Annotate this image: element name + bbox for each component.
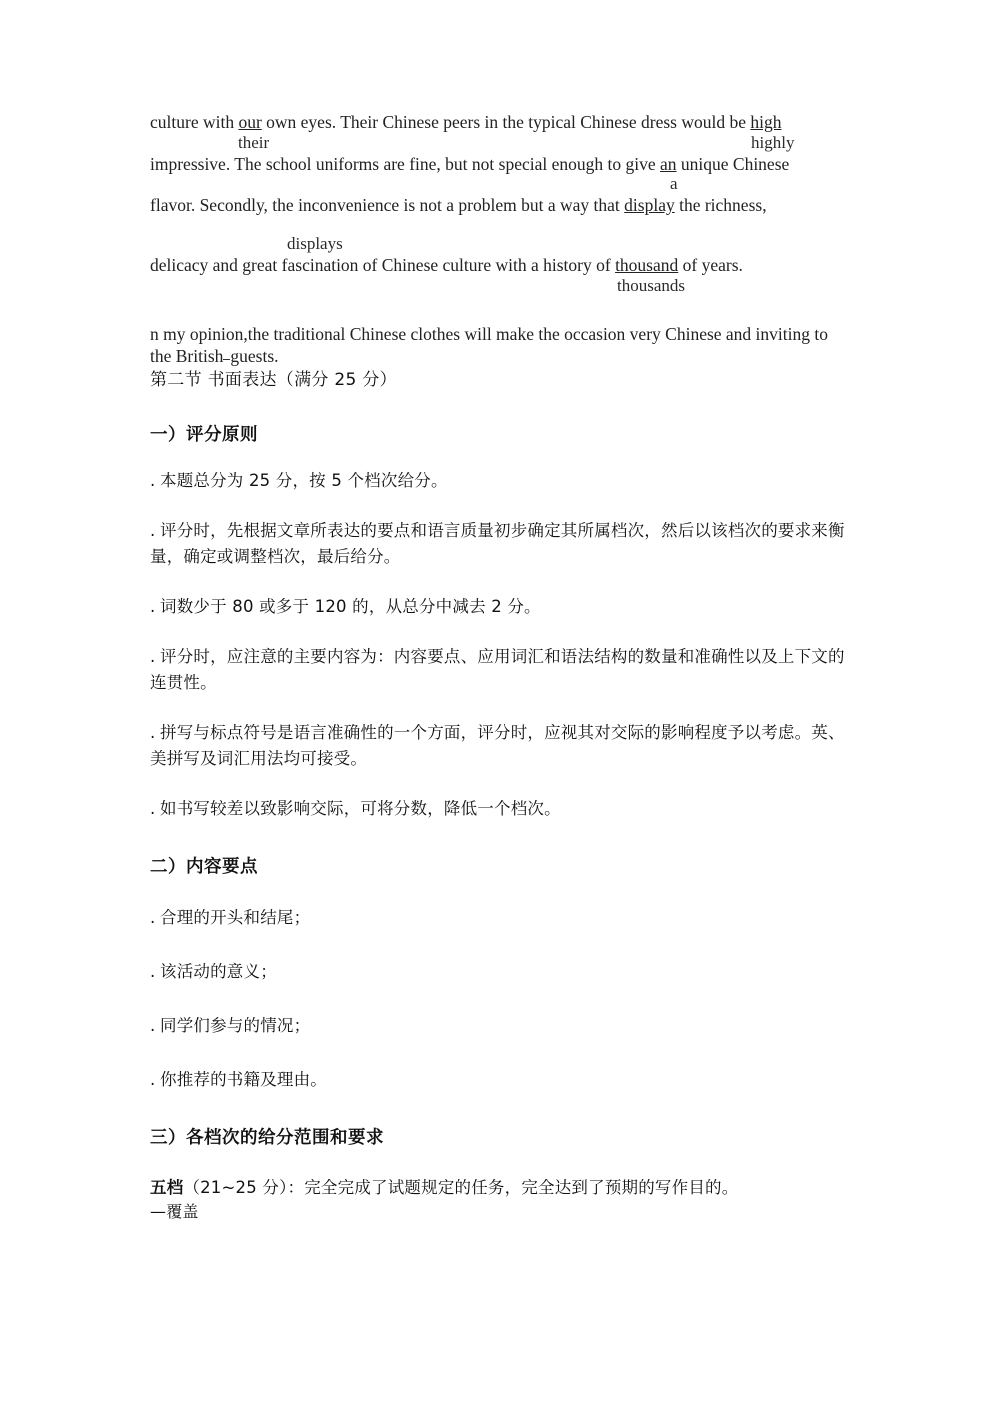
content-point-item bbox=[150, 1067, 850, 1093]
bullet-dot-icon: . bbox=[150, 597, 156, 616]
answer-key-section-title: 第二节 书面表达（满分 25 分） bbox=[150, 370, 397, 391]
grade-band-note: —覆盖 bbox=[150, 1201, 199, 1221]
spacer-cp-3 bbox=[150, 1039, 850, 1067]
content-point-item bbox=[150, 1013, 850, 1039]
content-point-text: 同学们参与的情况； bbox=[160, 1015, 311, 1035]
essay-line-3-text-a: flavor. Secondly, the inconvenience is not a problem but a way that bbox=[150, 195, 625, 216]
heading-part-two: 二）内容要点 bbox=[150, 857, 258, 878]
spacer-item-5 bbox=[150, 772, 850, 796]
student-essay-block bbox=[150, 112, 850, 368]
bullet-dot-icon: . bbox=[150, 907, 156, 927]
essay-closing-line-2-b: guests. bbox=[230, 346, 279, 367]
content-point-text: 你推荐的书籍及理由。 bbox=[160, 1069, 327, 1089]
grade-band-row bbox=[150, 1175, 850, 1201]
scoring-principle-text: 词数少于 80 或多于 120 的，从总分中减去 2 分。 bbox=[160, 597, 541, 616]
answer-key-block bbox=[150, 368, 850, 1223]
scoring-principle-text: 拼写与标点符号是语言准确性的一个方面，评分时，应视其对交际的影响程度予以考虑。英、美拼写及词汇用法均可接受。 bbox=[150, 723, 845, 769]
heading-part-three: 三）各档次的给分范围和要求 bbox=[150, 1127, 384, 1148]
spacer-item-2 bbox=[150, 570, 850, 594]
essay-line-2 bbox=[150, 154, 850, 175]
essay-line-3 bbox=[150, 195, 850, 216]
spacer-item-3 bbox=[150, 620, 850, 644]
bullet-dot-icon: . bbox=[150, 520, 156, 540]
heading-part-one: 一）评分原则 bbox=[150, 424, 258, 445]
scoring-principle-item bbox=[150, 644, 850, 696]
spacer-cp-2 bbox=[150, 985, 850, 1013]
spacer-after-heading-three bbox=[150, 1151, 850, 1175]
correction-their: their bbox=[238, 132, 270, 152]
essay-closing-line-2 bbox=[150, 345, 850, 368]
essay-line-1 bbox=[150, 112, 850, 133]
correction-displays: displays bbox=[287, 233, 343, 253]
grade-band-description: 完全完成了试题规定的任务，完全达到了预期的写作目的。 bbox=[304, 1178, 739, 1198]
scoring-principle-item bbox=[150, 594, 850, 620]
scoring-principle-item bbox=[150, 468, 850, 494]
bullet-dot-icon: . bbox=[150, 961, 156, 981]
spacer-before-part-one bbox=[150, 394, 850, 422]
correction-thousands: thousands bbox=[617, 275, 685, 295]
document-content bbox=[150, 112, 850, 1223]
spacer-item-4 bbox=[150, 696, 850, 720]
essay-line-2-correction-target-an: an bbox=[659, 153, 677, 174]
bullet-dot-icon: . bbox=[150, 1015, 156, 1035]
content-point-text: 该活动的意义； bbox=[160, 961, 277, 981]
scoring-principle-item bbox=[150, 518, 850, 570]
spacer-after-heading-two bbox=[150, 881, 850, 905]
correction-row-3 bbox=[150, 234, 850, 255]
correction-row-2 bbox=[150, 174, 850, 195]
spacer-cp-1 bbox=[150, 931, 850, 959]
essay-line-4 bbox=[150, 255, 850, 276]
essay-line-2-text-a: impressive. The school uniforms are fine, but not special enough to give bbox=[150, 153, 660, 174]
spacer-after-heading-one bbox=[150, 448, 850, 468]
essay-line-4-text-a: delicacy and great fascination of Chinese culture with a history of bbox=[150, 254, 616, 275]
essay-line-1-correction-target-high: high bbox=[750, 112, 782, 132]
bullet-dot-icon: . bbox=[150, 470, 156, 490]
bullet-dot-icon: . bbox=[150, 799, 156, 819]
grade-band-name: 五档 bbox=[150, 1178, 184, 1198]
spacer-before-part-three bbox=[150, 1093, 850, 1125]
scoring-principle-text: 评分时，先根据文章所表达的要点和语言质量初步确定其所属档次，然后以该档次的要求来衡量，确定或调整档次，最后给分。 bbox=[150, 520, 845, 566]
spacer-item-1 bbox=[150, 494, 850, 518]
essay-gap-2 bbox=[150, 297, 850, 323]
scoring-principle-text: 如书写较差以致影响交际，可将分数，降低一个档次。 bbox=[160, 799, 561, 819]
essay-closing-line-1: n my opinion,the traditional Chinese clothes will make the occasion very Chinese and inviting to bbox=[150, 323, 828, 344]
bullet-dot-icon: . bbox=[150, 647, 156, 667]
essay-line-1-text-a: culture with bbox=[150, 112, 239, 132]
essay-closing-line-2-a: the British bbox=[150, 346, 224, 367]
essay-gap-1 bbox=[150, 216, 850, 234]
spacer-before-part-two bbox=[150, 822, 850, 854]
bullet-dot-icon: . bbox=[150, 723, 156, 743]
essay-line-4-correction-target-thousand: thousand bbox=[615, 254, 679, 275]
essay-line-1-correction-target-our: our bbox=[238, 112, 262, 132]
correction-a: a bbox=[670, 174, 678, 194]
correction-highly: highly bbox=[751, 132, 795, 152]
essay-line-1-text-b: own eyes. Their Chinese peers in the typical Chinese dress would be bbox=[261, 112, 751, 132]
essay-line-3-text-b: the richness, bbox=[674, 195, 767, 216]
content-point-item bbox=[150, 905, 850, 931]
correction-row-4 bbox=[150, 276, 850, 297]
scoring-principle-item bbox=[150, 720, 850, 772]
content-point-item bbox=[150, 959, 850, 985]
content-point-text: 合理的开头和结尾； bbox=[160, 907, 311, 927]
bullet-dot-icon: . bbox=[150, 1069, 156, 1089]
essay-line-3-correction-target-display: display bbox=[624, 195, 675, 216]
scoring-principle-text: 本题总分为 25 分，按 5 个档次给分。 bbox=[160, 470, 448, 490]
scoring-principle-item bbox=[150, 796, 850, 822]
essay-line-4-text-b: of years. bbox=[678, 254, 743, 275]
correction-row-1 bbox=[150, 133, 850, 154]
essay-line-2-text-b: unique Chinese bbox=[676, 153, 790, 174]
scoring-principle-text: 评分时，应注意的主要内容为：内容要点、应用词汇和语法结构的数量和准确性以及上下文的连贯性。 bbox=[150, 647, 845, 693]
grade-band-range: （21~25 分）： bbox=[183, 1178, 305, 1198]
